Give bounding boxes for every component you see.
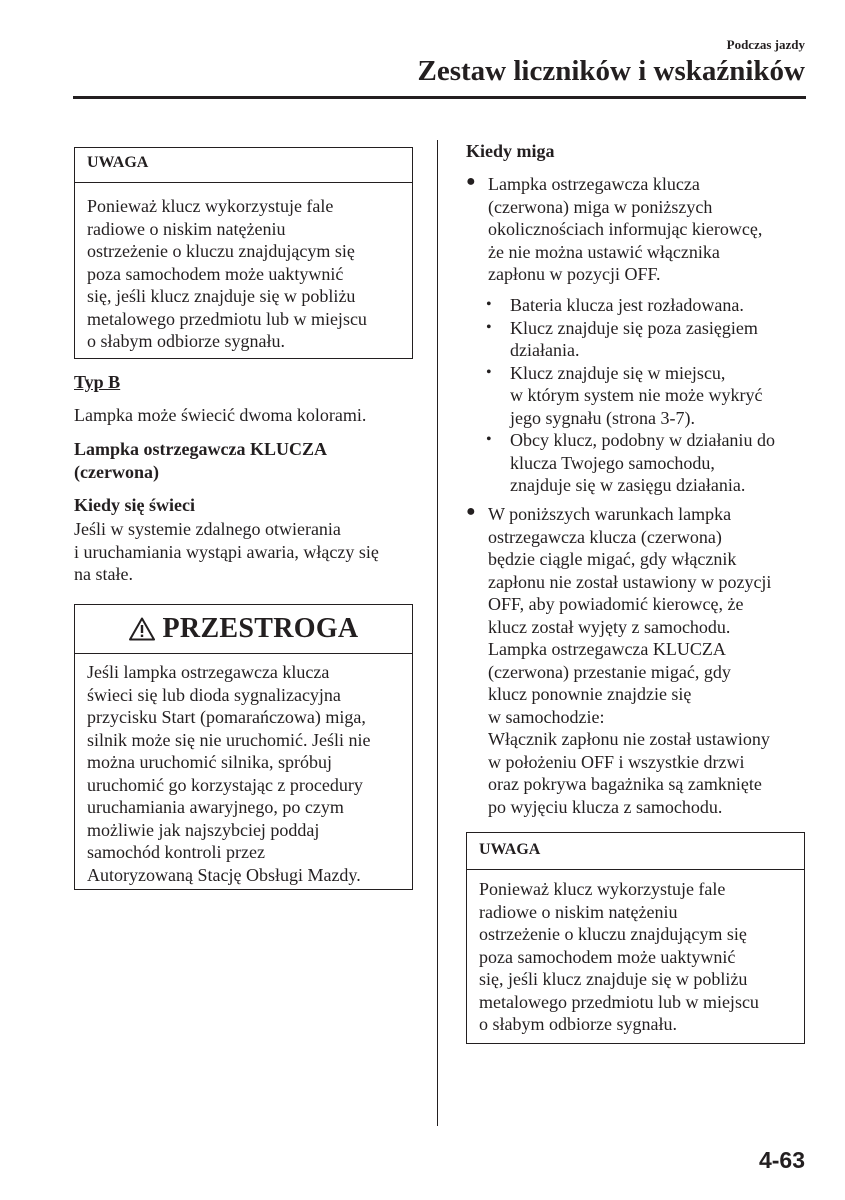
note-body [75,183,412,353]
bullet-line: ostrzegawcza klucza (czerwona) [488,526,722,547]
note-line: radiowe o niskim natężeniu [479,901,678,922]
caution-line: samochód kontroli przez [87,842,265,862]
caution-line: można uruchomić silnika, spróbuj [87,752,332,772]
bullet-line: będzie ciągle migać, gdy włącznik [488,549,737,569]
note-box-right [466,832,805,1044]
note-heading: UWAGA [467,833,804,870]
caution-line: uruchomić go korzystając z procedury [87,774,363,795]
sub-bullet-line: Klucz znajduje się w miejscu, [510,362,726,383]
when-lit-text [74,518,379,586]
note-line: metalowego przedmiotu lub w miejscu [87,308,367,329]
sub-bullet-line: jego sygnału (strona 3-7). [510,407,695,428]
note-line: się, jeśli klucz znajduje się w pobliżu [479,969,748,989]
bullet-line: klucz ponownie znajdzie się [488,684,692,704]
when-lit-line: na stałe. [74,564,133,584]
note-line: metalowego przedmiotu lub w miejscu [479,991,759,1012]
caution-line: możliwie jak najszybciej poddaj [87,819,320,840]
note-line: o słabym odbiorze sygnału. [87,331,285,351]
note-heading: UWAGA [75,148,412,183]
bullet-line: po wyjęciu klucza z samochodu. [488,796,723,817]
sub-bullet-line: w którym system nie może wykryć [510,385,763,405]
typ-b-text: Lampka może świecić dwoma kolorami. [74,405,367,425]
column-divider [437,140,438,1126]
when-lit-line: i uruchamiania wystąpi awaria, włączy się [74,541,379,562]
note-line: się, jeśli klucz znajduje się w pobliżu [87,286,356,306]
lamp-heading-line: Lampka ostrzegawcza KLUCZA [74,439,327,459]
bullet-line: w położeniu OFF i wszystkie drzwi [488,751,745,772]
bullet-line: okolicznościach informując kierowcę, [488,219,763,239]
bullet-line: (czerwona) przestanie migać, gdy [488,661,731,682]
sub-bullet-line: klucza Twojego samochodu, [510,452,715,473]
bullet-line: OFF, aby powiadomić kierowcę, że [488,594,744,614]
caution-heading: PRZESTROGA [162,613,359,644]
caution-line: uruchamiania awaryjnego, po czym [87,797,344,817]
blinks-heading: Kiedy miga [466,141,555,161]
caution-heading-bar [75,605,412,654]
note-line: poza samochodem może uaktywnić [479,946,736,967]
sub-bullet-line: działania. [510,340,580,360]
when-lit-line: Jeśli w systemie zdalnego otwierania [74,519,341,539]
caution-line: Jeśli lampka ostrzegawcza klucza [87,662,330,682]
bullet-line: Lampka ostrzegawcza KLUCZA [488,639,726,659]
caution-body [75,654,412,886]
note-line: Ponieważ klucz wykorzystuje fale [479,879,726,899]
note-line: Ponieważ klucz wykorzystuje fale [87,196,334,216]
bullet-line: Lampka ostrzegawcza klucza [488,174,700,194]
note-line: o słabym odbiorze sygnału. [479,1014,677,1034]
page-title: Zestaw liczników i wskaźników [417,55,805,87]
sub-bullet-dot-icon: • [486,363,492,381]
bullet-line: (czerwona) miga w poniższych [488,196,713,217]
bullet-line: klucz został wyjęty z samochodu. [488,616,731,637]
bullet-line: W poniższych warunkach lampka [488,504,732,524]
bullet-line: oraz pokrywa bagażnika są zamknięte [488,774,762,794]
when-lit-heading: Kiedy się świeci [74,495,195,515]
sub-bullet-line: Obcy klucz, podobny w działaniu do [510,430,775,450]
sub-bullet-line: Bateria klucza jest rozładowana. [510,295,744,315]
caution-box [74,604,413,890]
note-box-left [74,147,413,359]
lamp-heading [74,438,327,483]
sub-bullet-line: Klucz znajduje się poza zasięgiem [510,317,758,338]
lamp-heading-line: (czerwona) [74,461,159,482]
caution-line: przycisku Start (pomarańczowa) miga, [87,707,366,727]
note-line: ostrzeżenie o kluczu znajdującym się [479,924,747,944]
caution-line: Autoryzowaną Stację Obsługi Mazdy. [87,864,361,885]
page-number: 4-63 [758,1147,805,1173]
bullet-line: w samochodzie: [488,706,605,727]
sub-bullet-dot-icon: • [486,296,492,313]
sub-bullet-dot-icon: • [486,431,492,448]
note-line: ostrzeżenie o kluczu znajdującym się [87,241,355,261]
note-body [467,870,804,1036]
sub-bullet-list [486,294,806,504]
bullet-line: że nie można ustawić włącznika [488,241,720,262]
note-line: poza samochodem może uaktywnić [87,263,344,284]
bullet-line: Włącznik zapłonu nie został ustawiony [488,729,770,749]
sub-bullet-line: znajduje się w zasięgu działania. [510,475,746,495]
bullet-dot-icon: ● [466,503,476,520]
sub-bullet-dot-icon: • [486,318,492,336]
bullet-line: zapłonu w pozycji OFF. [488,264,661,284]
caution-line: silnik może się nie uruchomić. Jeśli nie [87,729,371,750]
section-label: Podczas jazdy [726,37,805,52]
title-rule [73,96,806,99]
typ-b-heading: Typ B [74,372,121,392]
bullet-line: zapłonu nie został ustawiony w pozycji [488,571,772,592]
caution-line: świeci się lub dioda sygnalizacyjna [87,684,341,705]
bullet-dot-icon: ● [466,173,476,190]
warning-triangle-icon [129,617,155,641]
note-line: radiowe o niskim natężeniu [87,218,286,239]
